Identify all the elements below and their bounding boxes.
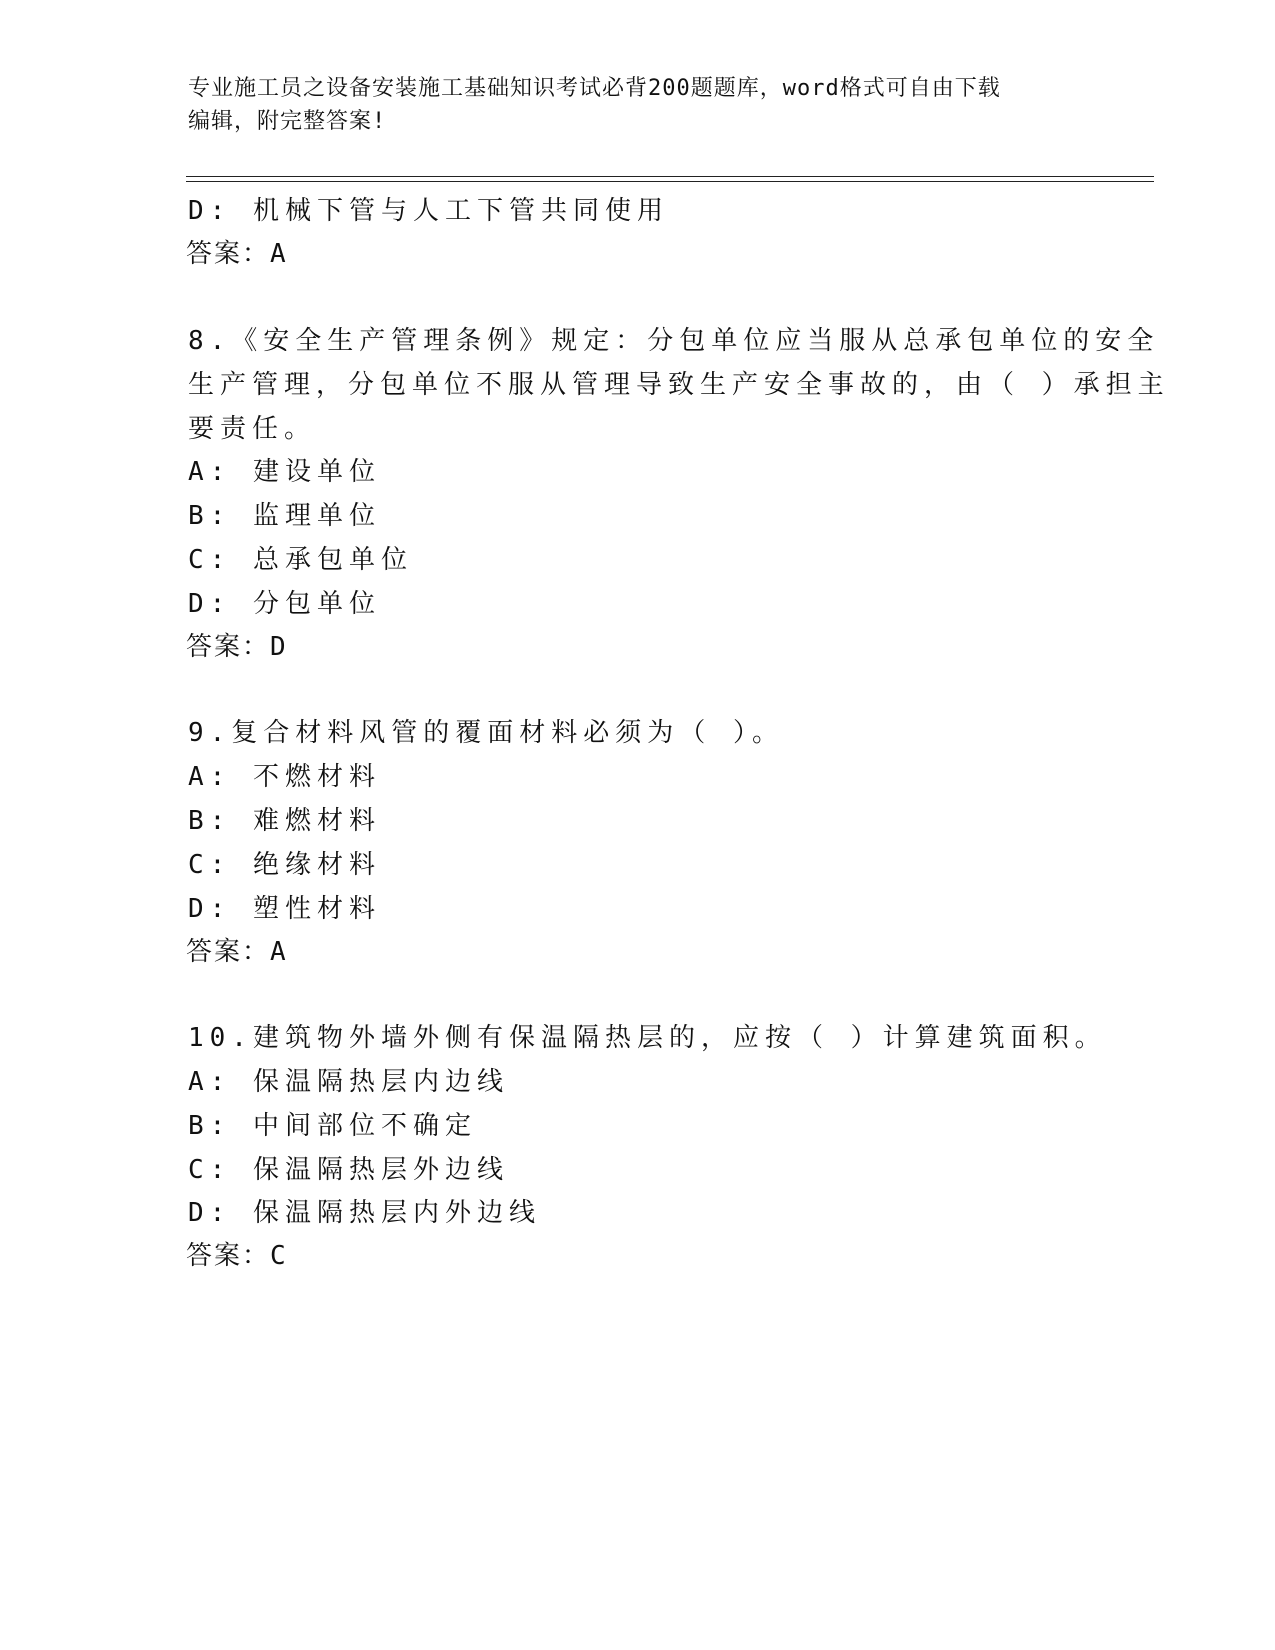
q9-option-a: A: 不燃材料 <box>188 762 381 792</box>
prev-answer: 答案：A <box>186 239 288 269</box>
q9-option-d: D: 塑性材料 <box>188 894 381 924</box>
q10-option-d: D: 保温隔热层内外边线 <box>188 1198 541 1228</box>
q9-text-line1: 9.复合材料风管的覆面材料必须为（ ）。 <box>188 718 784 748</box>
header-title-line1: 专业施工员之设备安装施工基础知识考试必背200题题库，word格式可自由下载 <box>188 76 1001 101</box>
header-divider-top <box>186 176 1154 177</box>
q8-option-b: B: 监理单位 <box>188 501 381 531</box>
q8-text-line1: 8.《安全生产管理条例》规定：分包单位应当服从总承包单位的安全 <box>188 326 1160 356</box>
q8-option-d: D: 分包单位 <box>188 589 381 619</box>
q8-text-line2: 生产管理，分包单位不服从管理导致生产安全事故的，由（ ）承担主 <box>188 370 1170 400</box>
q10-answer: 答案：C <box>186 1241 288 1271</box>
q9-option-c: C: 绝缘材料 <box>188 850 381 880</box>
q8-answer: 答案：D <box>186 632 288 662</box>
q9-option-b: B: 难燃材料 <box>188 806 381 836</box>
q10-text-line1: 10.建筑物外墙外侧有保温隔热层的，应按（ ）计算建筑面积。 <box>188 1023 1107 1053</box>
header-divider-bottom <box>186 181 1154 182</box>
prev-option-d: D: 机械下管与人工下管共同使用 <box>188 196 669 226</box>
q8-text-line3: 要责任。 <box>188 414 317 444</box>
header-title-line2: 编辑，附完整答案! <box>188 109 387 134</box>
q10-option-c: C: 保温隔热层外边线 <box>188 1155 509 1185</box>
q9-answer: 答案：A <box>186 937 288 967</box>
q8-option-c: C: 总承包单位 <box>188 545 413 575</box>
document-header <box>188 72 1088 138</box>
q10-option-a: A: 保温隔热层内边线 <box>188 1067 509 1097</box>
q8-option-a: A: 建设单位 <box>188 457 381 487</box>
q10-option-b: B: 中间部位不确定 <box>188 1111 477 1141</box>
